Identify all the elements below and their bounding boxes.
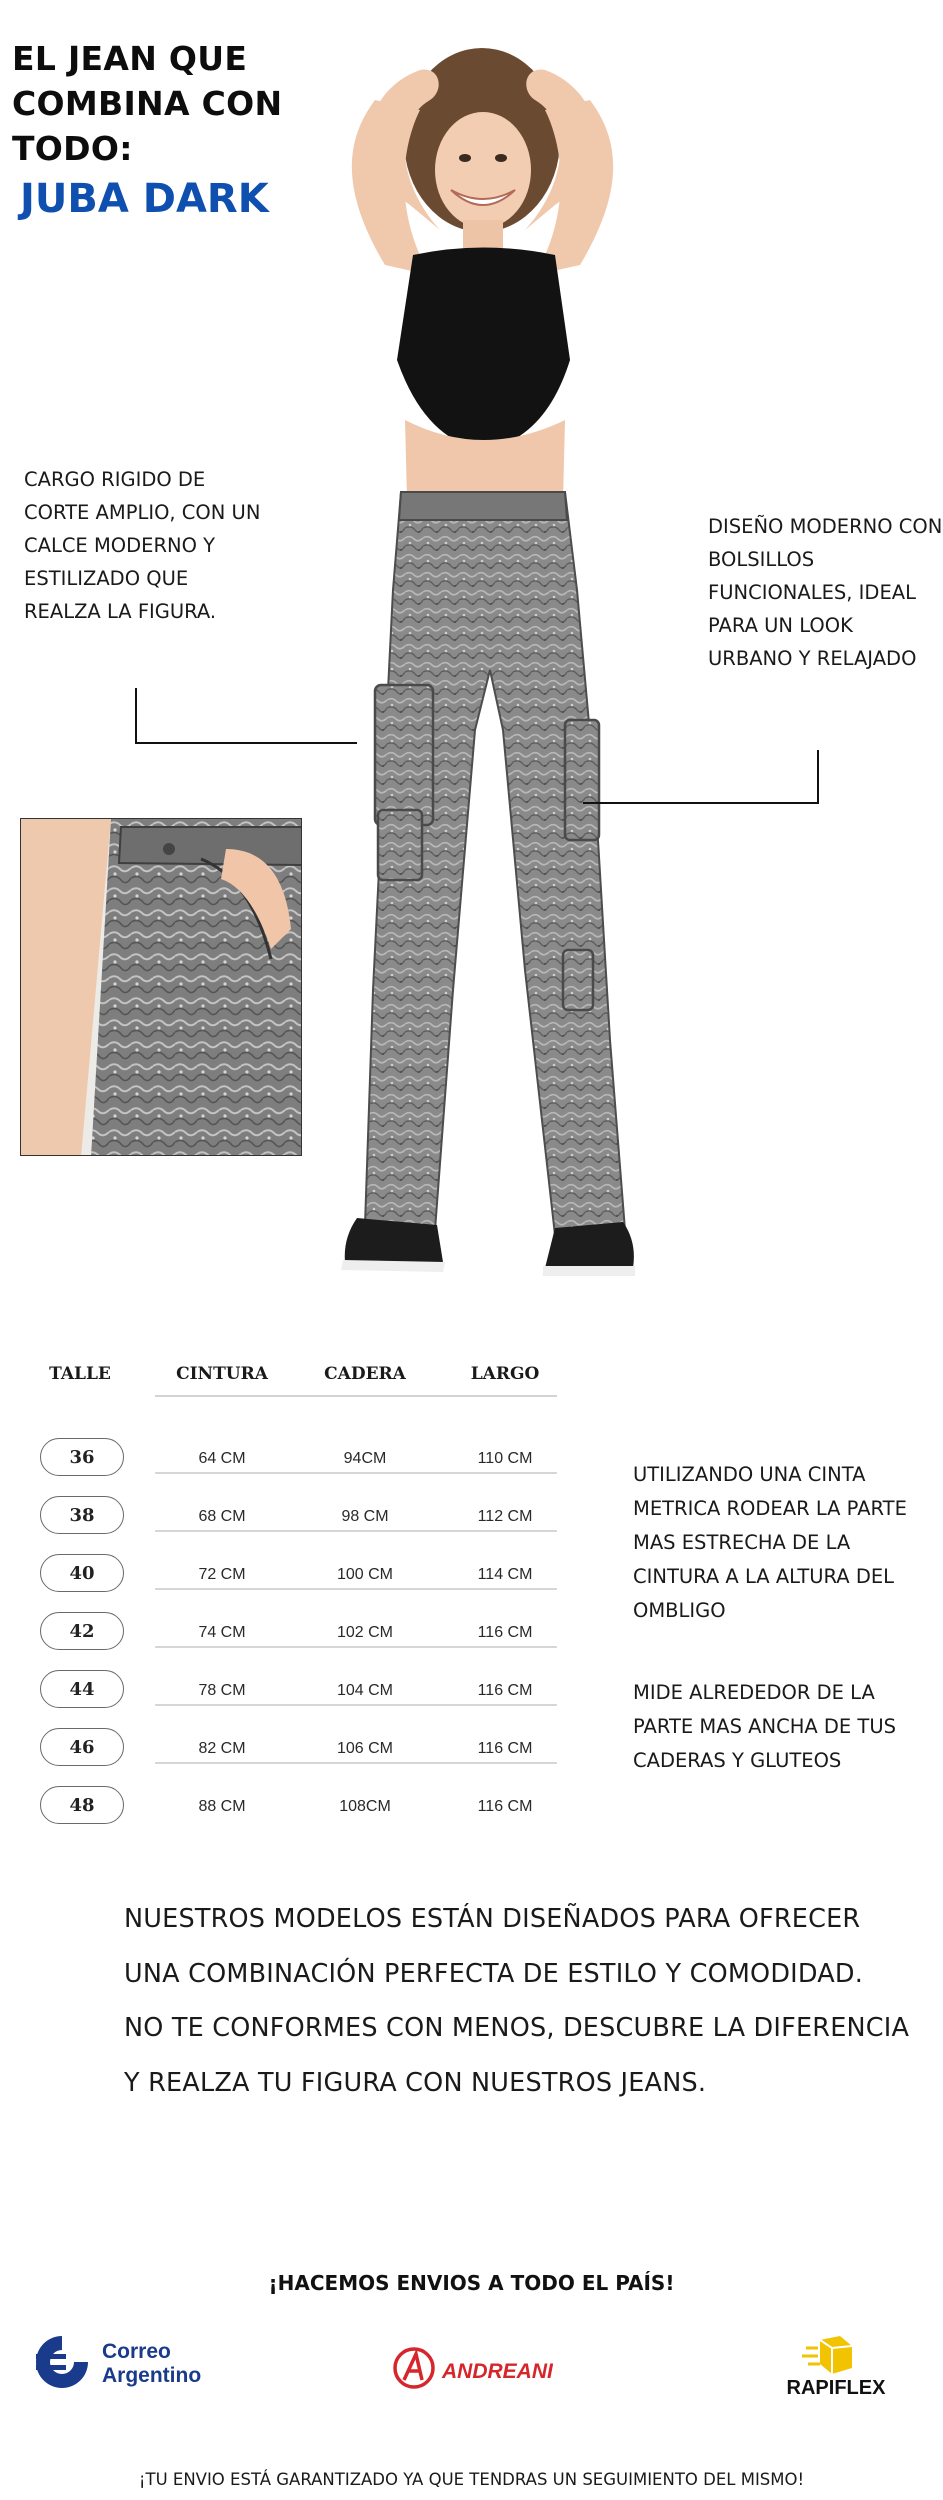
hip-value: 108CM (339, 1798, 391, 1815)
table-row (30, 1438, 570, 1496)
table-row (30, 1554, 570, 1612)
size-label: 40 (69, 1562, 95, 1584)
leader-line-right-vertical (817, 750, 819, 804)
waist-value: 78 CM (198, 1682, 246, 1699)
promo-line-3: NO TE CONFORMES CON MENOS, DESCUBRE LA DIFERENCIA (124, 2013, 910, 2043)
hip-value: 102 CM (336, 1624, 394, 1641)
size-pill (40, 1438, 124, 1476)
size-label: 48 (69, 1794, 95, 1816)
size-pill (40, 1612, 124, 1650)
leader-line-left-vertical (135, 688, 137, 744)
size-pill (40, 1728, 124, 1766)
model-photo (225, 30, 745, 1290)
rapiflex-logo (766, 2334, 906, 2406)
andreani-text: ANDREANI (442, 2360, 553, 2383)
header-largo: LARGO (470, 1364, 540, 1384)
promo-line-1: NUESTROS MODELOS ESTÁN DISEÑADOS PARA OFRECER (124, 1904, 861, 1934)
row-divider (155, 1646, 557, 1648)
title-line-3: TODO: (12, 129, 133, 168)
length-value: 116 CM (477, 1798, 533, 1815)
length-value: 116 CM (477, 1740, 533, 1757)
length-value: 114 CM (477, 1566, 533, 1583)
correo-text-line-2: Argentino (102, 2364, 202, 2387)
length-value: 110 CM (477, 1450, 533, 1467)
size-pill (40, 1496, 124, 1534)
table-row (30, 1670, 570, 1728)
header-divider (155, 1395, 557, 1397)
annotation-fit: CARGO RIGIDO DE CORTE AMPLIO, CON UN CALCE MODERNO Y ESTILIZADO QUE REALZA LA FIGURA. (24, 468, 261, 623)
promo-line-4: Y REALZA TU FIGURA CON NUESTROS JEANS. (124, 2067, 707, 2098)
size-pill (40, 1786, 124, 1824)
size-label: 38 (69, 1504, 95, 1526)
size-label: 46 (69, 1736, 95, 1758)
rapiflex-text: RAPIFLEX (786, 2377, 886, 2399)
size-label: 42 (69, 1620, 95, 1642)
header-talle: TALLE (49, 1364, 111, 1384)
table-row (30, 1612, 570, 1670)
hip-value: 94CM (343, 1450, 387, 1467)
jean-detail-photo (20, 818, 302, 1156)
andreani-logo (392, 2346, 572, 2392)
shipping-footer: ¡TU ENVIO ESTÁ GARANTIZADO YA QUE TENDRAS UN SEGUIMIENTO DEL MISMO! (138, 2470, 805, 2489)
hip-value: 100 CM (336, 1566, 394, 1583)
waist-value: 72 CM (198, 1566, 246, 1583)
length-value: 116 CM (477, 1682, 533, 1699)
size-pill (40, 1670, 124, 1708)
annotation-pockets: DISEÑO MODERNO CON BOLSILLOS FUNCIONALES, IDEAL PARA UN LOOK URBANO Y RELAJADO (708, 515, 943, 670)
leader-line-left-horizontal (135, 742, 357, 744)
row-divider (155, 1588, 557, 1590)
hip-value: 106 CM (336, 1740, 394, 1757)
row-divider (155, 1472, 557, 1474)
table-row (30, 1786, 570, 1844)
waist-value: 82 CM (198, 1740, 246, 1757)
promo-line-2: UNA COMBINACIÓN PERFECTA DE ESTILO Y COMODIDAD. (124, 1958, 864, 1989)
title-line-1: EL JEAN QUE (12, 39, 248, 78)
waist-value: 68 CM (198, 1508, 246, 1525)
crop-top (397, 248, 570, 451)
title-line-2: COMBINA CON (12, 84, 283, 123)
waist-value: 88 CM (198, 1798, 246, 1815)
length-value: 112 CM (477, 1508, 533, 1525)
table-row (30, 1496, 570, 1554)
correo-text-line-1: Correo (102, 2340, 171, 2363)
waist-value: 64 CM (198, 1450, 246, 1467)
hip-value: 98 CM (341, 1508, 389, 1525)
size-label: 36 (69, 1446, 95, 1468)
hip-value: 104 CM (336, 1682, 394, 1699)
waist-value: 74 CM (198, 1624, 246, 1641)
row-divider (155, 1530, 557, 1532)
shipping-heading: ¡HACEMOS ENVIOS A TODO EL PAÍS! (268, 2271, 675, 2295)
size-table (30, 1350, 570, 1830)
size-pill (40, 1554, 124, 1592)
leader-line-right-horizontal (583, 802, 819, 804)
size-label: 44 (69, 1678, 95, 1700)
promo-text (124, 1892, 924, 2110)
header-cadera: CADERA (324, 1364, 406, 1384)
product-name: JUBA DARK (20, 176, 269, 222)
row-divider (155, 1704, 557, 1706)
correo-argentino-logo (34, 2332, 234, 2392)
length-value: 116 CM (477, 1624, 533, 1641)
row-divider (155, 1762, 557, 1764)
table-row (30, 1728, 570, 1786)
header-cintura: CINTURA (176, 1364, 268, 1384)
waist-measure-note: UTILIZANDO UNA CINTA METRICA RODEAR LA PARTE MAS ESTRECHA DE LA CINTURA A LA ALTURA DEL OMBLIGO (633, 1463, 907, 1622)
hip-measure-note: MIDE ALREDEDOR DE LA PARTE MAS ANCHA DE TUS CADERAS Y GLUTEOS (633, 1681, 896, 1772)
